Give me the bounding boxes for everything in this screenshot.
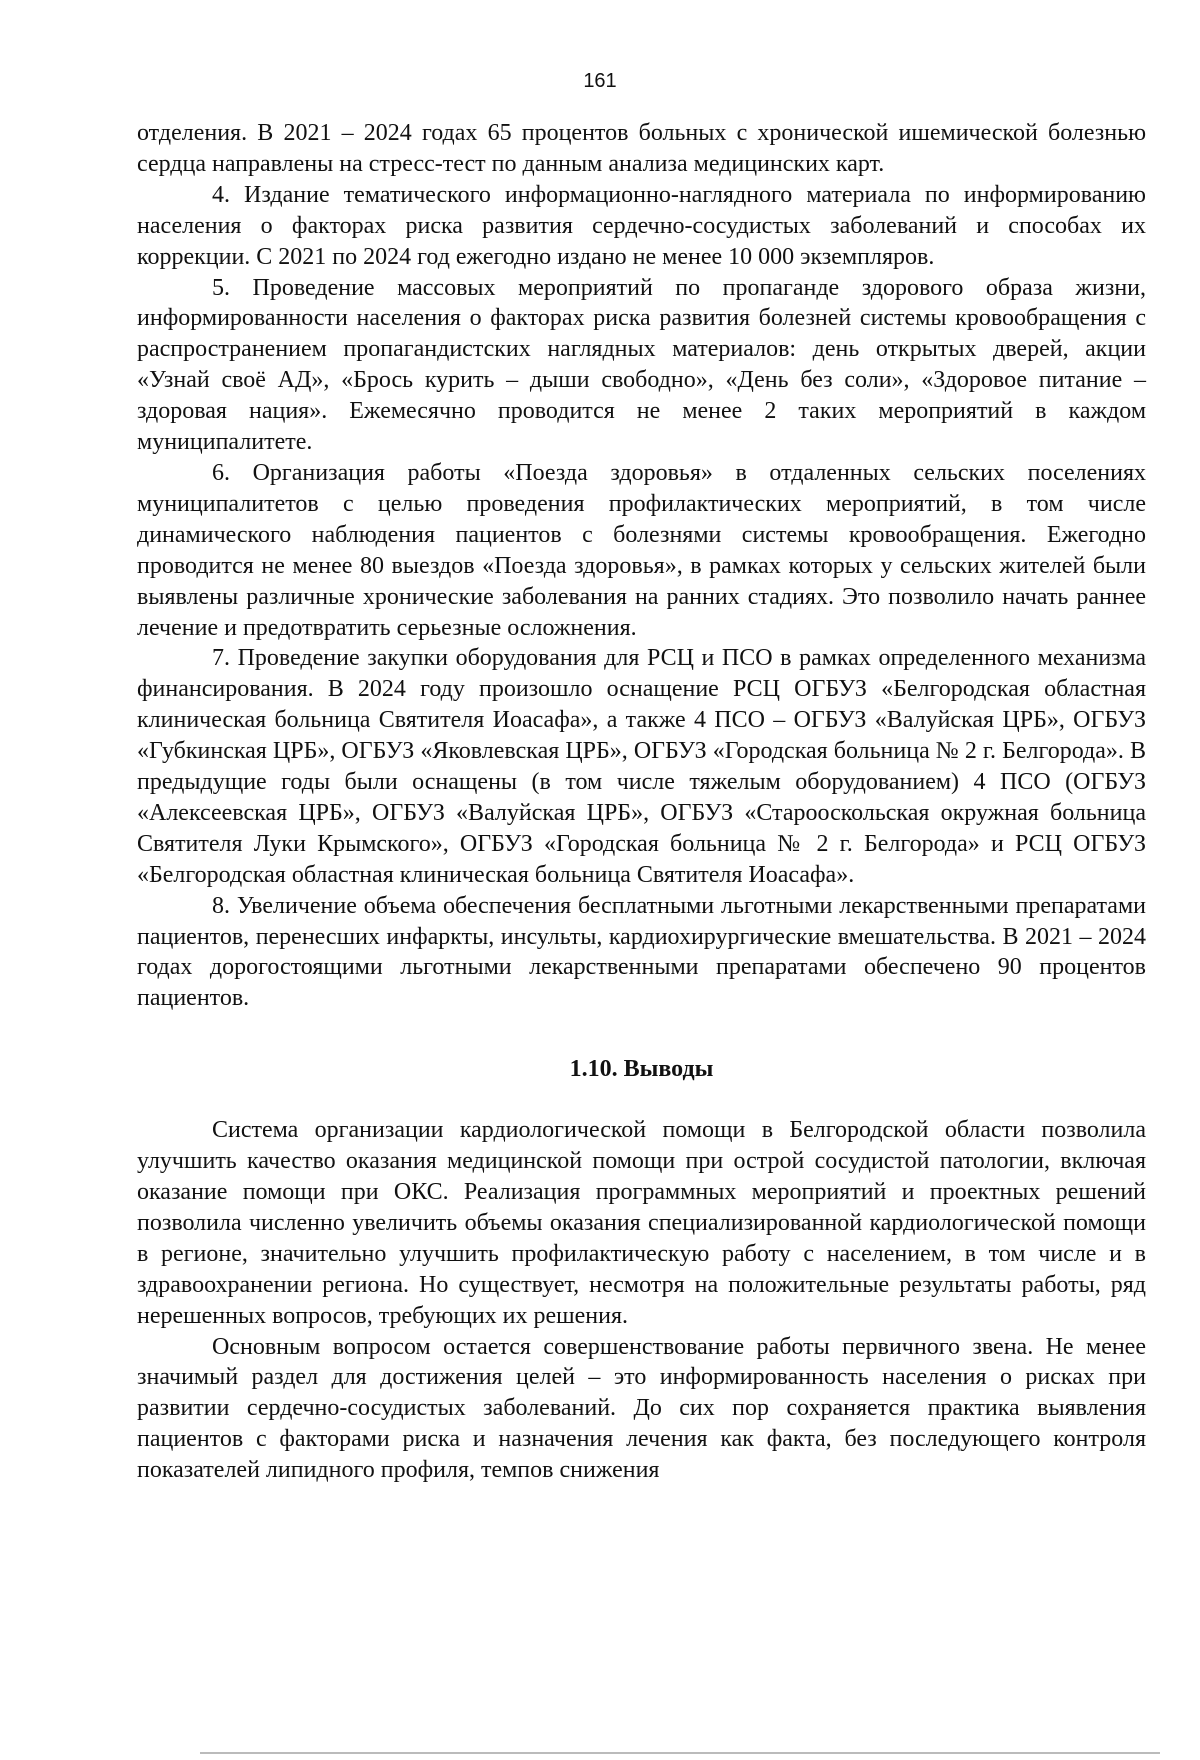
paragraph-conclusion-1: Система организации кардиологической помощи в Белгородской области позволила улучшить качество оказания медицинской помощи при острой сосудистой патологии, включая оказание помощи при ОКС. Реализация программных мероприятий и проектных решений позволила численно увеличить объемы оказания специализированной кардиологической помощи в регионе, значительно улучшить профилактическую работу с населением, в том числе и в здравоохранении региона. Но существует, несмотря на положительные результаты работы, ряд нерешенных вопросов, требующих их решения. xyxy=(137,1117,1146,1329)
paragraph-item-4: 4. Издание тематического информационно-наглядного материала по информированию населения о факторах риска развития сердечно-сосудистых заболеваний и способах их коррекции. С 2021 по 2024 год ежегодно издано не менее 10 000 экземпляров. xyxy=(137,181,1146,270)
paragraph-item-7: 7. Проведение закупки оборудования для РСЦ и ПСО в рамках определенного механизма финансирования. В 2024 году произошло оснащение РСЦ ОГБУЗ «Белгородская областная клиническая больница Святителя Иоасафа», а также 4 ПСО – ОГБУЗ «Валуйская ЦРБ», ОГБУЗ «Губкинская ЦРБ», ОГБУЗ «Яковлевская ЦРБ», ОГБУЗ «Городская больница № 2 г. Белгорода». В предыдущие годы были оснащены (в том числе тяжелым оборудованием) 4 ПСО (ОГБУЗ «Алексеевская ЦРБ», ОГБУЗ «Валуйская ЦРБ», ОГБУЗ «Старооскольская окружная больница Святителя Луки Крымского», ОГБУЗ «Городская больница № 2 г. Белгорода» и РСЦ ОГБУЗ «Белгородская областная клиническая больница Святителя Иоасафа». xyxy=(137,645,1146,888)
paragraph-item-5: 5. Проведение массовых мероприятий по пропаганде здорового образа жизни, информированности населения о факторах риска развития болезней системы кровообращения с распространением пропагандистских наглядных материалов: день открытых дверей, акции «Узнай своё АД», «Брось курить – дыши свободно», «День без соли», «Здоровое питание – здоровая нация». Ежемесячно проводится не менее 2 таких мероприятий в каждом муниципалитете. xyxy=(137,274,1146,456)
body-text xyxy=(137,118,1146,1486)
section-title: 1.10. Выводы xyxy=(569,1056,714,1083)
paragraph-conclusion-2: Основным вопросом остается совершенствование работы первичного звена. Не менее значимый раздел для достижения целей – это информированность населения о рисках при развитии сердечно-сосудистых заболеваний. До сих пор сохраняется практика выявления пациентов с факторами риска и назначения лечения как факта, без последующего контроля показателей липидного профиля, темпов снижения xyxy=(137,1333,1146,1484)
scan-edge-line xyxy=(200,1752,1160,1754)
paragraph-item-8: 8. Увеличение объема обеспечения бесплатными льготными лекарственными препаратами пациентов, перенесших инфаркты, инсульты, кардиохирургические вмешательства. В 2021 – 2024 годах дорогостоящими льготными лекарственными препаратами обеспечено 90 процентов пациентов. xyxy=(137,892,1146,1012)
page-number: 161 xyxy=(583,70,617,92)
paragraph-item-6: 6. Организация работы «Поезда здоровья» в отдаленных сельских поселениях муниципалитетов с целью проведения профилактических мероприятий, в том числе динамического наблюдения пациентов с болезнями системы кровообращения. Ежегодно проводится не менее 80 выездов «Поезда здоровья», в рамках которых у сельских жителей были выявлены различные хронические заболевания на ранних стадиях. Это позволило начать раннее лечение и предотвратить серьезные осложнения. xyxy=(137,459,1146,641)
paragraph-continuation: отделения. В 2021 – 2024 годах 65 процентов больных с хронической ишемической болезнью сердца направлены на стресс-тест по данным анализа медицинских карт. xyxy=(137,120,1146,177)
